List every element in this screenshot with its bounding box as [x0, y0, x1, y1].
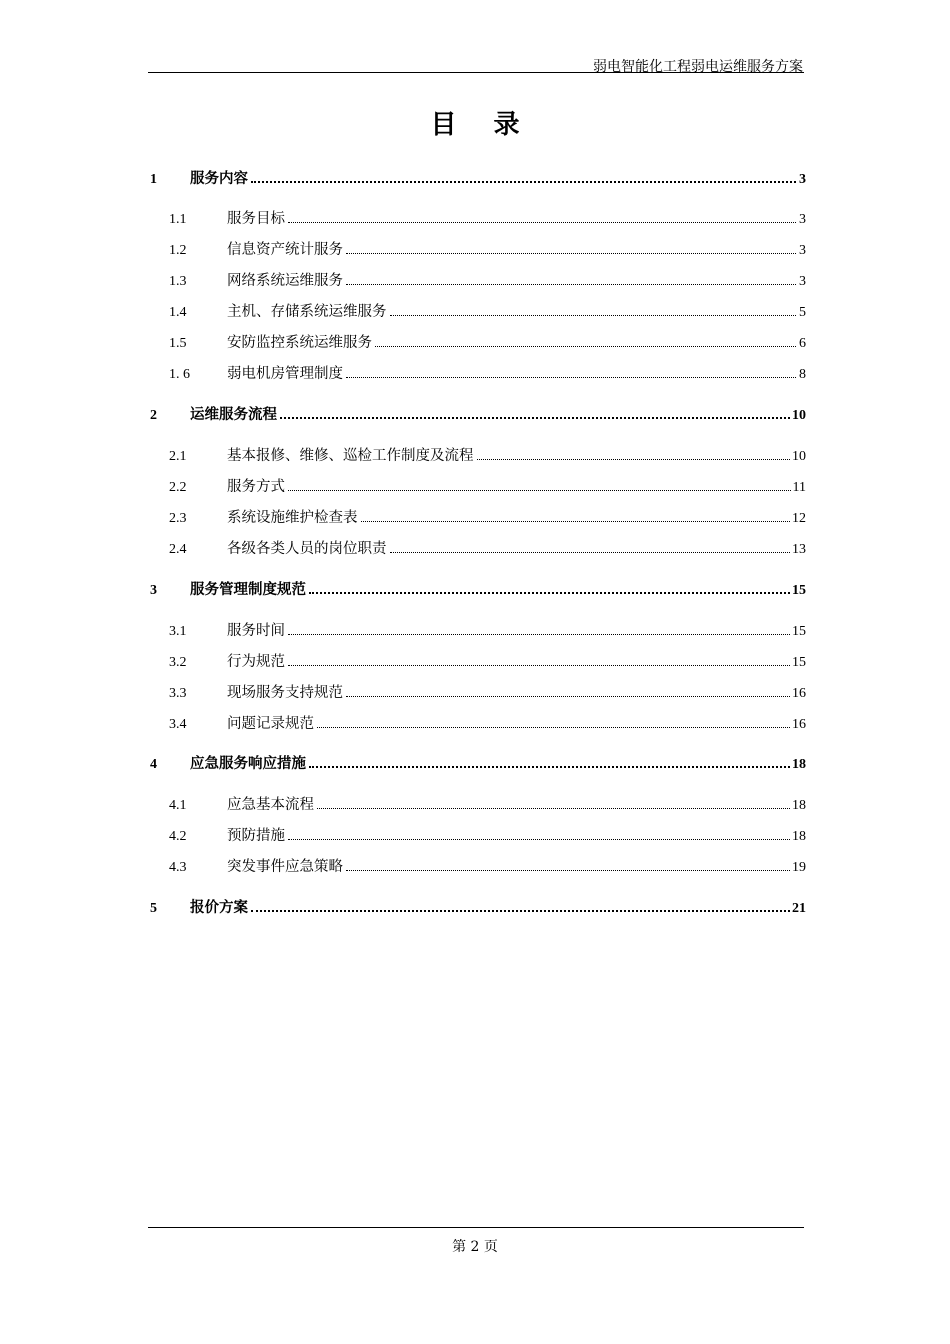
toc-dot-leader [317, 726, 790, 728]
toc-dot-leader [361, 520, 791, 522]
toc-dot-leader [346, 376, 796, 378]
toc-dot-leader [288, 221, 796, 223]
toc-entry-number: 1.4 [169, 305, 187, 320]
toc-entry-page: 3 [799, 243, 806, 258]
toc-dot-leader [346, 869, 790, 871]
toc-entry-label: 现场服务支持规范 [227, 685, 343, 701]
toc-entry-label: 弱电机房管理制度 [227, 366, 343, 382]
toc-entry-label: 服务管理制度规范 [190, 582, 306, 598]
toc-entry-number: 2.2 [169, 480, 187, 495]
toc-entry-section[interactable] [148, 207, 806, 229]
toc-entry-label: 各级各类人员的岗位职责 [227, 541, 387, 557]
toc-entry-label: 预防措施 [227, 828, 285, 844]
toc-entry-number: 1.1 [169, 212, 187, 227]
toc-entry-page: 18 [792, 757, 806, 772]
toc-entry-label: 应急服务响应措施 [190, 756, 306, 772]
toc-dot-leader [390, 551, 791, 553]
toc-entry-label: 问题记录规范 [227, 716, 314, 732]
toc-entry-section[interactable] [148, 712, 806, 734]
toc-entry-number: 3.4 [169, 717, 187, 732]
toc-entry-label: 突发事件应急策略 [227, 859, 343, 875]
toc-entry-chapter[interactable] [148, 896, 806, 918]
toc-entry-label: 服务方式 [227, 479, 285, 495]
toc-dot-leader [317, 807, 790, 809]
toc-entry-page: 18 [792, 798, 806, 813]
toc-entry-label: 行为规范 [227, 654, 285, 670]
toc-dot-leader [375, 345, 796, 347]
toc-entry-number: 1.5 [169, 336, 187, 351]
toc-entry-page: 3 [799, 172, 806, 187]
footer-divider [148, 1227, 804, 1228]
toc-dot-leader [346, 695, 790, 697]
toc-entry-number: 2.4 [169, 542, 187, 557]
toc-entry-section[interactable] [148, 537, 806, 559]
toc-entry-section[interactable] [148, 650, 806, 672]
toc-entry-label: 安防监控系统运维服务 [227, 335, 372, 351]
toc-entry-page: 21 [792, 901, 806, 916]
toc-entry-section[interactable] [148, 238, 806, 260]
toc-entry-label: 服务内容 [190, 171, 248, 187]
toc-entry-page: 10 [792, 408, 806, 423]
toc-entry-page: 16 [792, 686, 806, 701]
toc-entry-section[interactable] [148, 300, 806, 322]
toc-entry-label: 主机、存储系统运维服务 [227, 304, 387, 320]
toc-entry-section[interactable] [148, 331, 806, 353]
toc-entry-page: 15 [792, 655, 806, 670]
toc-entry-page: 18 [792, 829, 806, 844]
toc-entry-label: 服务时间 [227, 623, 285, 639]
toc-entry-number: 3.2 [169, 655, 187, 670]
toc-dot-leader [288, 664, 790, 666]
toc-entry-section[interactable] [148, 475, 806, 497]
toc-dot-leader [280, 416, 790, 419]
toc-entry-page: 10 [792, 449, 806, 464]
toc-entry-number: 4.3 [169, 860, 187, 875]
toc-entry-section[interactable] [148, 619, 806, 641]
toc-entry-section[interactable] [148, 269, 806, 291]
toc-entry-section[interactable] [148, 681, 806, 703]
toc-entry-page: 11 [792, 480, 806, 495]
toc-entry-number: 2.1 [169, 449, 187, 464]
toc-entry-number: 3 [150, 583, 157, 598]
toc-entry-number: 1. 6 [169, 367, 190, 382]
toc-dot-leader [346, 283, 796, 285]
toc-dot-leader [288, 489, 791, 491]
toc-entry-number: 1 [150, 172, 157, 187]
toc-entry-label: 报价方案 [190, 900, 248, 916]
toc-entry-section[interactable] [148, 824, 806, 846]
toc-entry-chapter[interactable] [148, 167, 806, 189]
toc-entry-page: 8 [799, 367, 806, 382]
toc-dot-leader [346, 252, 796, 254]
toc-entry-page: 19 [792, 860, 806, 875]
toc-dot-leader [251, 909, 790, 912]
toc-dot-leader [288, 838, 790, 840]
toc-entry-page: 5 [799, 305, 806, 320]
toc-entry-page: 15 [792, 583, 806, 598]
toc-entry-label: 服务目标 [227, 211, 285, 227]
toc-entry-number: 1.2 [169, 243, 187, 258]
toc-entry-number: 2 [150, 408, 157, 423]
toc-entry-label: 基本报修、维修、巡检工作制度及流程 [227, 448, 474, 464]
toc-entry-page: 6 [799, 336, 806, 351]
toc-dot-leader [477, 458, 791, 460]
toc-entry-number: 1.3 [169, 274, 187, 289]
toc-entry-page: 13 [792, 542, 806, 557]
toc-entry-label: 运维服务流程 [190, 407, 277, 423]
toc-entry-section[interactable] [148, 444, 806, 466]
toc-entry-number: 4 [150, 757, 157, 772]
toc-dot-leader [309, 765, 790, 768]
toc-entry-label: 系统设施维护检查表 [227, 510, 358, 526]
toc-dot-leader [251, 180, 796, 183]
toc-entry-section[interactable] [148, 362, 806, 384]
toc-entry-chapter[interactable] [148, 752, 806, 774]
toc-entry-page: 15 [792, 624, 806, 639]
toc-entry-page: 12 [792, 511, 806, 526]
toc-entry-number: 4.2 [169, 829, 187, 844]
toc-entry-page: 3 [799, 212, 806, 227]
toc-entry-page: 3 [799, 274, 806, 289]
header-divider [148, 72, 804, 73]
running-header: 弱电智能化工程弱电运维服务方案 [593, 59, 803, 75]
toc-entry-number: 2.3 [169, 511, 187, 526]
toc-entry-number: 3.1 [169, 624, 187, 639]
toc-entry-number: 5 [150, 901, 157, 916]
page-number: 第 2 页 [452, 1239, 498, 1255]
toc-entry-label: 网络系统运维服务 [227, 273, 343, 289]
toc-entry-number: 4.1 [169, 798, 187, 813]
toc-entry-number: 3.3 [169, 686, 187, 701]
toc-entry-page: 16 [792, 717, 806, 732]
toc-entry-label: 应急基本流程 [227, 797, 314, 813]
toc-dot-leader [309, 591, 790, 594]
toc-entry-section[interactable] [148, 506, 806, 528]
toc-entry-section[interactable] [148, 855, 806, 877]
toc-entry-chapter[interactable] [148, 578, 806, 600]
toc-entry-section[interactable] [148, 793, 806, 815]
toc-dot-leader [288, 633, 790, 635]
toc-entry-label: 信息资产统计服务 [227, 242, 343, 258]
toc-dot-leader [390, 314, 797, 316]
toc-title: 目 录 [430, 110, 534, 140]
toc-entry-chapter[interactable] [148, 403, 806, 425]
